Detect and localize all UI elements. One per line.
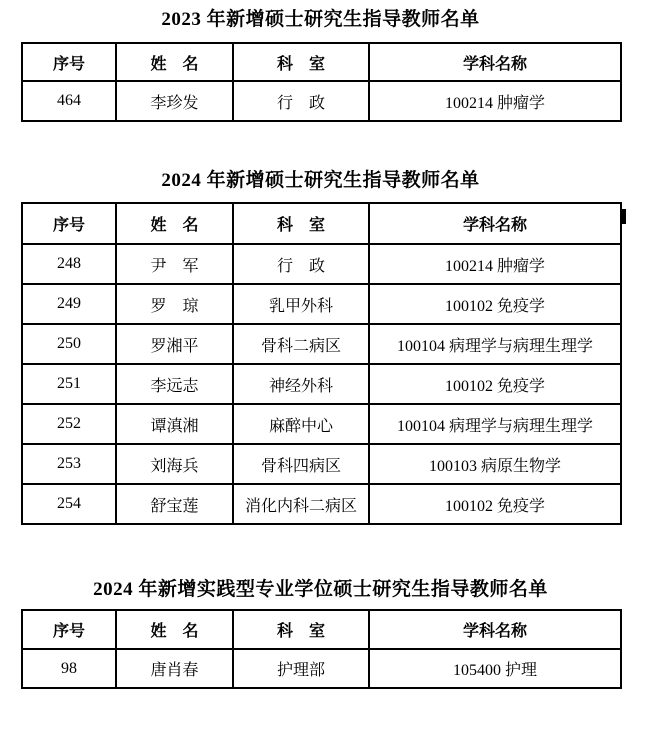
cell-serial-number: 98 [22,649,116,688]
column-header: 学科名称 [369,43,621,81]
table-title: 2024 年新增硕士研究生指导教师名单 [161,170,480,191]
cell-discipline: 100214 肿瘤学 [369,81,621,121]
column-header: 序号 [22,43,116,81]
supervisor-table [21,42,622,122]
cell-department: 行 政 [233,244,369,284]
cell-discipline: 100102 免疫学 [369,484,621,524]
cell-department: 护理部 [233,649,369,688]
column-header: 姓 名 [116,610,233,649]
table-section [0,577,653,689]
cell-department: 麻醉中心 [233,404,369,444]
cell-department: 乳甲外科 [233,284,369,324]
header-row [22,203,621,244]
header-row [22,43,621,81]
supervisor-table [21,609,622,689]
cell-discipline: 100104 病理学与病理生理学 [369,324,621,364]
column-header: 序号 [22,203,116,244]
column-header: 学科名称 [369,203,621,244]
cell-department: 骨科二病区 [233,324,369,364]
tables-root [0,7,653,689]
supervisor-table [21,202,622,525]
table-section [0,7,653,122]
cell-discipline: 100214 肿瘤学 [369,244,621,284]
table-row [22,244,621,284]
cell-serial-number: 248 [22,244,116,284]
cell-department: 神经外科 [233,364,369,404]
column-header: 姓 名 [116,203,233,244]
table-row [22,484,621,524]
column-header: 科 室 [233,203,369,244]
cell-serial-number: 249 [22,284,116,324]
cell-department: 行 政 [233,81,369,121]
cell-name: 舒宝莲 [116,484,233,524]
table-title: 2024 年新增实践型专业学位硕士研究生指导教师名单 [93,579,548,600]
table-row [22,404,621,444]
cell-discipline: 100103 病原生物学 [369,444,621,484]
table-row [22,649,621,688]
table-row [22,81,621,121]
cell-name: 尹 军 [116,244,233,284]
cell-serial-number: 253 [22,444,116,484]
cell-serial-number: 254 [22,484,116,524]
cell-discipline: 100104 病理学与病理生理学 [369,404,621,444]
cell-name: 李远志 [116,364,233,404]
cell-department: 消化内科二病区 [233,484,369,524]
column-header: 科 室 [233,610,369,649]
cell-serial-number: 464 [22,81,116,121]
cell-name: 刘海兵 [116,444,233,484]
cell-discipline: 100102 免疫学 [369,364,621,404]
table-section [0,168,653,525]
cell-department: 骨科四病区 [233,444,369,484]
cell-serial-number: 250 [22,324,116,364]
table-row [22,324,621,364]
column-header: 序号 [22,610,116,649]
column-header: 学科名称 [369,610,621,649]
cell-name: 罗湘平 [116,324,233,364]
column-header: 科 室 [233,43,369,81]
cell-discipline: 100102 免疫学 [369,284,621,324]
cell-serial-number: 252 [22,404,116,444]
cell-name: 李珍发 [116,81,233,121]
table-row [22,284,621,324]
cell-name: 罗 琼 [116,284,233,324]
column-header: 姓 名 [116,43,233,81]
cell-name: 唐肖春 [116,649,233,688]
cell-serial-number: 251 [22,364,116,404]
header-row [22,610,621,649]
cell-discipline: 105400 护理 [369,649,621,688]
table-title: 2023 年新增硕士研究生指导教师名单 [161,9,480,30]
text-cursor-artifact [622,209,626,224]
table-row [22,444,621,484]
table-row [22,364,621,404]
cell-name: 谭滇湘 [116,404,233,444]
